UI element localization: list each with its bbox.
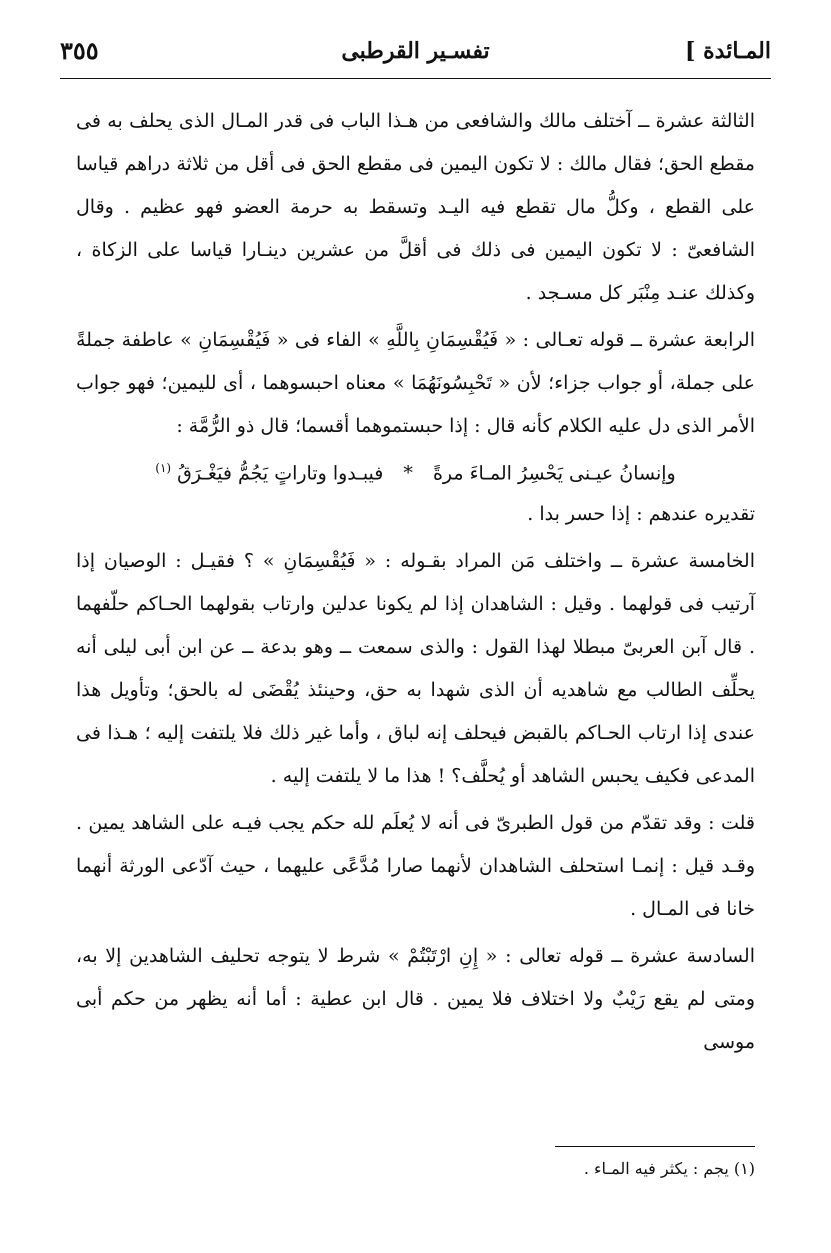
footnote-marker: (١) xyxy=(155,461,172,475)
paragraph-qultu: قلت : وقد تقدّم من قول الطبرىّ فى أنه لا يُعلَم لله حكم يجب فيـه على الشاهد يمين . وقـد قيل : إنمـا استحلف الشاهدان لأنهما صارا مُدَّعًى عليهما ، حيث آدّعى الورثة أنهما خانا فى المـال . xyxy=(76,812,755,921)
paragraph-fourteenth: الرابعة عشرة ــ قوله تعـالى : « فَيُقْسِمَانِ بِاللَّهِ » الفاء فى « فَيُقْسِمَانِ » عاطفة جملةً على جملة، أو جواب جزاء؛ لأن « تَحْبِسُونَهُمَا » معناه احبسوهما ، أى لليمين؛ فهو جواب الأمر الذى دل عليه الكلام كأنه قال : إذا حبستموهما أقسما؛ قال ذو الرُّمَّة : xyxy=(76,329,755,437)
header-divider xyxy=(60,78,771,79)
paragraph-thirteenth: الثالثة عشرة ــ آختلف مالك والشافعى من هـذا الباب فى قدر المـال الذى يحلف به فى مقطع الحق؛ فقال مالك : لا تكون اليمين فى مقطع الحق فى أقل من ثلاثة دراهم قياسا على القطع ، وكلُّ مال تقطع فيه اليـد وتسقط به حرمة العضو فهو عظيم . وقال الشافعىّ : لا تكون اليمين فى ذلك فى أقلَّ من عشرين دينـارا قياسا على الزكاة ، وكذلك عنـد مِنْبَر كل مسـجد . xyxy=(76,110,755,304)
paragraph-verse-explanation: تقديره عندهم : إذا حسر بدا . xyxy=(527,503,755,526)
poetry-verse xyxy=(76,448,755,493)
paragraph-fifteenth: الخامسة عشرة ــ واختلف مَن المراد بقـوله : « فَيُقْسِمَانِ » ؟ فقيـل : الوصيان إذا آرتيب فى قولهما . وقيل : الشاهدان إذا لم يكونا عدلين وارتاب بقولهما الحـاكم حلّفهما . قال آبن العربىّ مبطلا لهذا القول : والذى سمعت ــ وهو بدعة ــ عن ابن أبى ليلى أنه يحلِّف الطالب مع شاهديه أن الذى شهدا به حق، وحينئذ يُقْضَى له بالحق؛ وتأويل هذا عندى إذا ارتاب الحـاكم بالقبض فيحلف إنه لباق ، وأما غير ذلك فلا يلتفت إليه ؛ هـذا فى المدعى فكيف يحبس الشاهد أو يُحلَّف؟ ! هذا ما لا يلتفت إليه . xyxy=(76,550,755,788)
book-title: تفسـير القرطبى xyxy=(341,38,490,64)
page-body xyxy=(76,100,755,1064)
page-header xyxy=(60,30,771,74)
verse-hemistich-left: فيبـدوا وتاراتٍ يَجُمُّ فيَغْـرَقُ xyxy=(177,462,384,485)
page-number: ٣٥٥ xyxy=(60,36,99,65)
surah-name: المـائدة ] xyxy=(685,38,771,64)
footnote-divider xyxy=(555,1146,755,1147)
paragraph-sixteenth: السادسة عشرة ــ قوله تعالى : « إِنِ ارْتَبْتُمْ » شرط لا يتوجه تحليف الشاهدين إلا به، ومتى لم يقع رَيْبٌ ولا اختلاف فلا يمين . قال ابن عطية : أما أنه يظهر من حكم أبى موسى xyxy=(76,945,755,1054)
footnote: (١) يجم : يكثر فيه المـاء . xyxy=(583,1159,755,1178)
verse-hemistich-right: وإنسانُ عيـنى يَحْسِرُ المـاءَ مرةً xyxy=(432,462,676,485)
verse-separator: * xyxy=(403,462,413,485)
